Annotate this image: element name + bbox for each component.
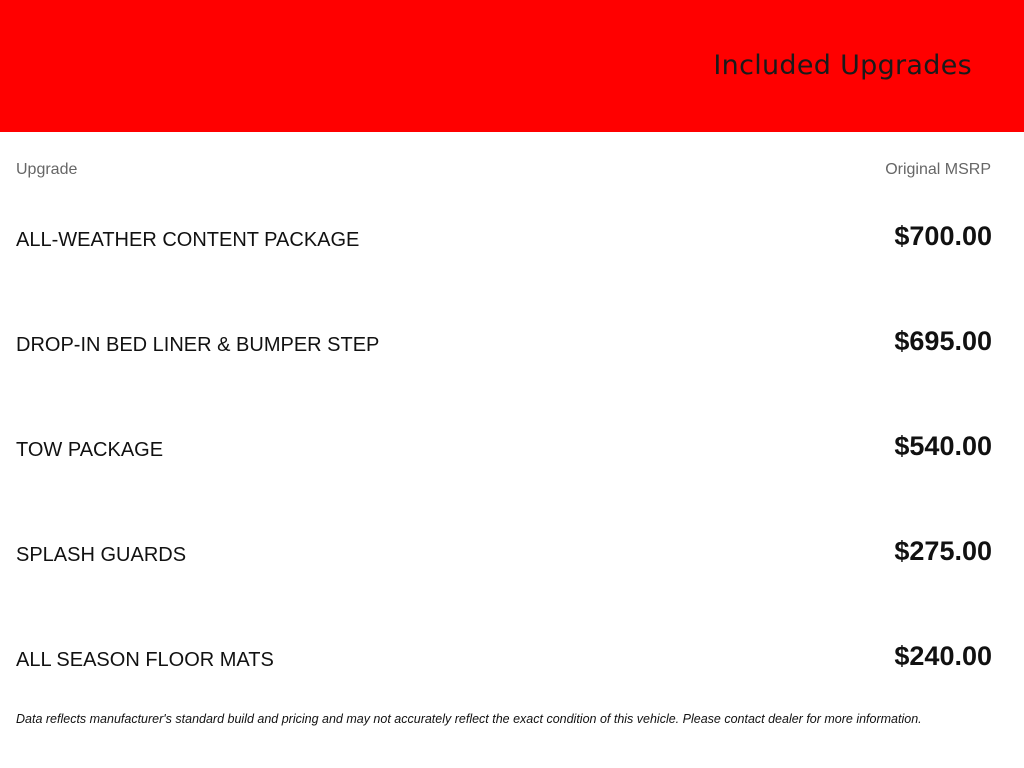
table-row bbox=[16, 219, 992, 259]
upgrade-price: $700.00 bbox=[894, 221, 992, 251]
table-row bbox=[16, 324, 992, 364]
upgrade-price: $240.00 bbox=[894, 641, 992, 671]
column-header-upgrade: Upgrade bbox=[16, 161, 78, 178]
table-row bbox=[16, 639, 992, 679]
header-banner bbox=[0, 0, 1024, 132]
upgrade-name: ALL-WEATHER CONTENT PACKAGE bbox=[16, 229, 360, 251]
upgrade-name: ALL SEASON FLOOR MATS bbox=[16, 649, 274, 671]
upgrade-price: $695.00 bbox=[894, 326, 992, 356]
column-header-msrp: Original MSRP bbox=[885, 161, 991, 178]
upgrade-name: SPLASH GUARDS bbox=[16, 544, 187, 566]
table-row bbox=[16, 429, 992, 469]
upgrade-name: TOW PACKAGE bbox=[16, 439, 164, 461]
upgrade-price: $275.00 bbox=[894, 536, 992, 566]
disclaimer-text: Data reflects manufacturer's standard build and pricing and may not accurately reflect the exact condition of this vehicle. Please contact dealer for more information. bbox=[16, 712, 922, 726]
upgrade-price: $540.00 bbox=[894, 431, 992, 461]
page-title: Included Upgrades bbox=[713, 50, 972, 81]
table-row bbox=[16, 534, 992, 574]
upgrade-name: DROP-IN BED LINER & BUMPER STEP bbox=[16, 334, 380, 356]
